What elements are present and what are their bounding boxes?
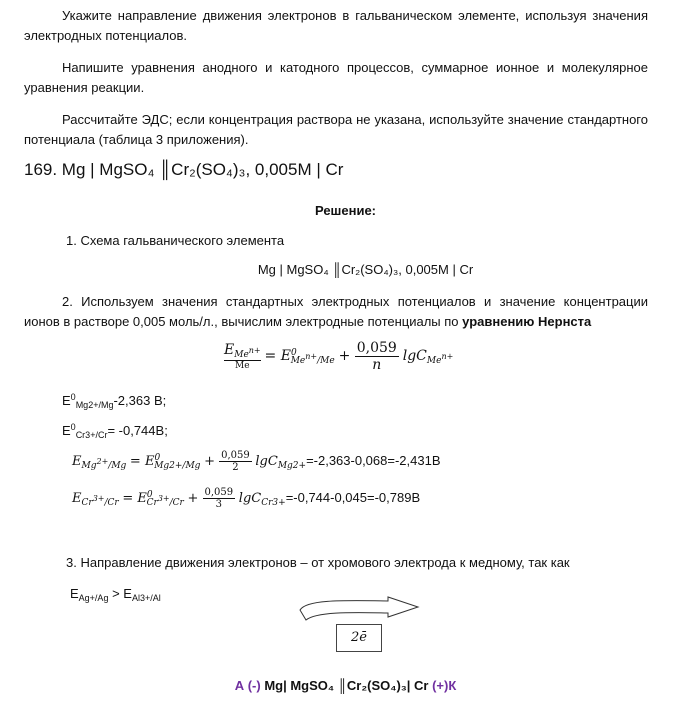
e0-mg-sup: 0 [70, 392, 76, 402]
step2-text: 2. Используем значения стандартных электродных потенциалов и значение концентрации ионов в растворе 0,005 моль/л., вычислим электродные потенциалы по [24, 294, 648, 329]
e0-cr-sub: Cr3+/Cr [75, 430, 108, 440]
electron-flow-arrow-icon [298, 596, 422, 622]
electrons-box: 2ē [336, 624, 382, 652]
intro-paragraph-2: Напишите уравнения анодного и катодного процессов, суммарное ионное и молекулярное уравнения реакции. [24, 60, 648, 95]
cell-left: Mg| MgSO₄ [264, 678, 338, 693]
step1-title: 1. Схема гальванического элемента [66, 233, 285, 248]
compare-left-sub: Ag+/Ag [78, 593, 109, 603]
mg-result: =-2,363-0,068=-2,431В [306, 452, 441, 468]
nernst-numerator: 0,059 [356, 340, 397, 356]
nernst-equation-link: уравнению Нернста [462, 314, 592, 329]
step3-text: 3. Направление движения электронов – от хромового электрода к медному, так как [66, 555, 570, 570]
cr-potential-equation: $E_{Cr^{3+}/Cr} = E^0_{Cr^{3+}/Cr}$ + $\frac{0,059}{3}$ lgC$_{Cr3+}$=-0,744-0,045=-0,789В [72, 487, 421, 510]
compare-operator: > [108, 586, 124, 601]
final-cell-notation [0, 678, 691, 693]
e0-mg-value: -2,363 В; [113, 393, 167, 408]
e0-cr-value: = -0,744В; [107, 423, 168, 438]
e0-cr-line [62, 422, 168, 440]
intro-paragraph-1: Укажите направление движения электронов в гальваническом элементе, используя значения электродных потенциалов. [24, 8, 648, 43]
nernst-lg: lgC [402, 348, 427, 365]
compare-right: E [123, 586, 132, 601]
cell-right: ║Cr₂(SO₄)₃| Cr [337, 678, 433, 693]
e0-mg-line [62, 392, 166, 410]
mg-frac-num: 0,059 [221, 450, 250, 461]
anode-label: А (-) [234, 678, 265, 693]
cathode-label: (+)К [432, 678, 457, 693]
mg-potential-equation: $E_{Mg^{2+}/Mg} = E^0_{Mg2+/Mg}$ + $\frac{0,059}{2}$ lgC$_{Mg2+}$=-2,363-0,068=-2,431В [72, 450, 441, 473]
nernst-denominator: n [372, 357, 382, 373]
cell-scheme: Mg | MgSO₄ ║Cr₂(SO₄)₃, 0,005M | Cr [257, 262, 474, 277]
problem-statement: 169. Mg | MgSO₄ ║Cr₂(SO₄)₃, 0,005M | Cr [24, 160, 344, 179]
mg-frac-den: 2 [232, 462, 239, 473]
e0-mg-symbol: E [62, 393, 71, 408]
solution-heading: Решение: [314, 203, 377, 218]
step2-paragraph [24, 292, 648, 332]
e0-cr-sup: 0 [70, 422, 76, 432]
compare-right-sub: Al3+/Al [131, 593, 161, 603]
cr-frac-num: 0,059 [204, 487, 234, 498]
cr-result: =-0,744-0,045=-0,789В [285, 489, 421, 505]
intro-paragraph-3: Рассчитайте ЭДС; если концентрация раствора не указана, используйте значение стандартного потенциала (таблица 3 приложения). [24, 112, 648, 147]
potential-comparison [70, 586, 161, 603]
e0-cr-symbol: E [62, 423, 71, 438]
nernst-equation: $E_{Me^{n+}}$ Me = $E^0_{Me^{n+}/Me}$ + $\frac{0,059}{n}$ lgC$_{Me^{n+}}$ [224, 340, 454, 373]
cr-frac-den: 3 [215, 499, 223, 510]
e0-mg-sub: Mg2+/Mg [75, 400, 114, 410]
compare-left: E [70, 586, 79, 601]
